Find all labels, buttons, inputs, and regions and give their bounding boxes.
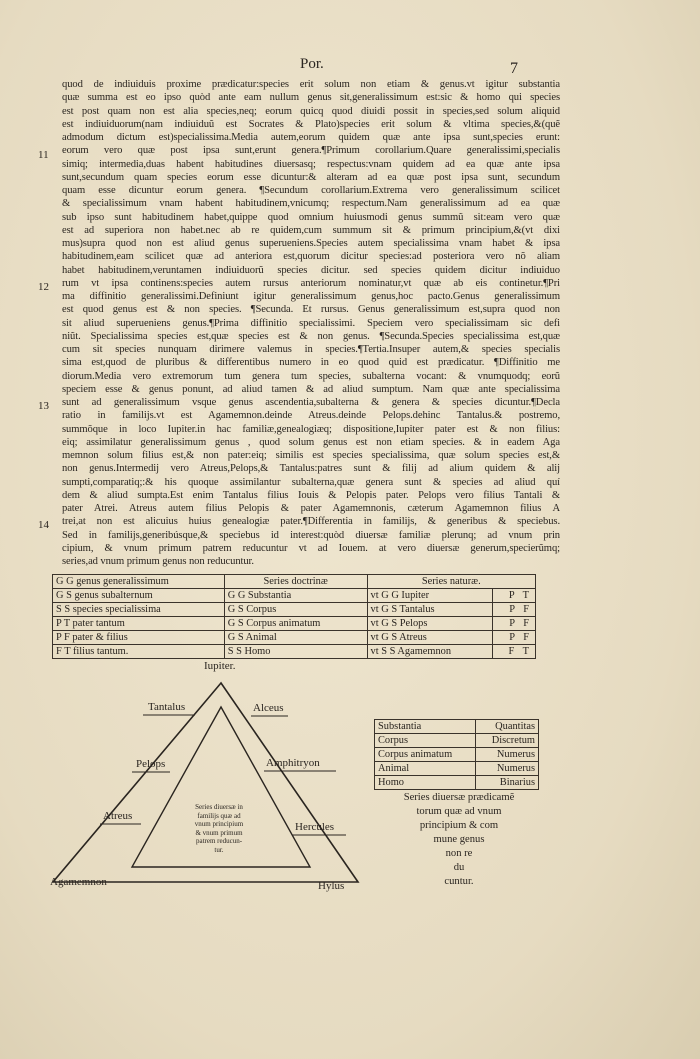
text-line: sunt ad generalissimum vsque genus ascendentia,subalterna & genera & species dicuntur.¶Decla — [62, 397, 560, 408]
predicament-left: Substantia — [375, 720, 476, 734]
natura-cell: vt G S Atreus — [367, 631, 492, 645]
text-line: sumpti,comparatiq;:& his quoque assimilantur subalterna,quæ genera sunt & species ad aliud quí — [62, 476, 560, 488]
text-line: simiq; intermedia,duas habent habitudines diuersasq; respectus:vnam quidem ad ea quæ ante ipsa — [62, 158, 560, 170]
text-line: quam esse dicuntur eorum genera. ¶Secundum corollarium.Extrema vero generalissimum scilicet — [62, 185, 560, 196]
predicament-right: Binarius — [476, 776, 539, 790]
tag-cell: P F — [493, 603, 536, 617]
doctrina-cell: S S Homo — [224, 645, 367, 659]
predicament-left: Corpus — [375, 734, 476, 748]
legend-cell: F T filius tantum. — [53, 645, 225, 659]
natura-cell: vt G S Tantalus — [367, 603, 492, 617]
legend-cell: P T pater tantum — [53, 617, 225, 631]
triangle-diagram — [40, 655, 380, 905]
text-line: cum sit species nunquam dirimere valemus in species.¶Tertia.Insuper autem,& species specialis — [62, 344, 560, 355]
text-line: est quod genus est & non species. ¶Secunda. Et rursus. Genus generalissimum est,supra quod non — [62, 304, 560, 316]
predicament-row — [375, 762, 539, 776]
natura-header: Series naturæ. — [367, 575, 535, 589]
text-line: dem & aliud sumpta.Est enim Tantalus filius Iouis & Pelopis pater. Pelops vero filius Tantali & — [62, 489, 560, 501]
series-table — [52, 574, 536, 659]
text-line: sima est,quod de pluribus & differentibus numero in eo quod quid est prædicatur. ¶Diffinitio me — [62, 357, 560, 369]
body-text — [62, 78, 560, 568]
text-line: memnon solum filius est,& non pater:eiq; similis est species specialissima, quæ solum species est,& — [62, 450, 560, 461]
natura-cell: vt S S Agamemnon — [367, 645, 492, 659]
text-line: trei,at non est alicuius huius genealogiæ pater.¶Differentia in familijs, & generibus & speciebus. — [62, 516, 560, 528]
text-line: pater Atrei. Atreus autem filius Pelopis & pater Agamemnonis, cæterum Agamemnon filius A — [62, 503, 560, 514]
text-line: & specialissimum vnam habent habitudinem,vnicumq; respectum.Nam generalissimum ad ea quæ — [62, 198, 560, 210]
series-row — [53, 603, 536, 617]
predicaments-caption: Series diuersæ prædicamẽ torum quæ ad vnum principium & com mune genus non re du cuntur. — [403, 792, 515, 887]
predicament-left: Corpus animatum — [375, 748, 476, 762]
text-line: admodum dictum est)specialissima.Media autem,eorum quidem quæ ante ipsa sunt,species erunt: — [62, 132, 560, 143]
text-line: mus)supra quod non est aliud genus superueniens.Species autem specialissima vnam habet & ipsa — [62, 238, 560, 249]
label-atreus: Atreus — [103, 810, 133, 822]
margin-number: 12 — [38, 281, 49, 293]
predicament-row — [375, 776, 539, 790]
predicament-row — [375, 748, 539, 762]
genealogy-triangle — [40, 655, 380, 905]
text-line: est post quam non est alia species,neq; eorum quicq quod diuidi possit in species,sed solum aliquid — [62, 105, 560, 117]
text-line: rum vt ipsa continens:species autem rursus anteriorum nominatur,vt quæ ab eis continetur.¶Pri — [62, 277, 560, 289]
tag-cell: P T — [493, 589, 536, 603]
label-tantalus: Tantalus — [148, 701, 186, 713]
text-line: speciem esse & genus ponunt, ad aliud tamen & ad aliud sumptum. Nam quæ ante specialissima — [62, 383, 560, 395]
label-hylus: Hylus — [318, 880, 345, 892]
predicaments-table — [374, 719, 539, 790]
label-hercules: Hercules — [295, 821, 335, 833]
text-line: sub ipso sunt habitudinem habet,quippe quod omnium huiusmodi genus summũ sit:eam vero quæ — [62, 211, 560, 223]
label-agamemnon: Agamemnon — [50, 876, 107, 888]
margin-number: 11 — [38, 149, 49, 161]
predicament-right: Numerus — [476, 748, 539, 762]
legend-cell: P F pater & filius — [53, 631, 225, 645]
text-line: quæ summa est eo ipso quòd ante eam nullum genus sit,generalissimum est:sic & homo qui species — [62, 92, 560, 104]
legend-cell: S S species specialissima — [53, 603, 225, 617]
text-line: est ad superiora non habet.nec ab re quidem,cum summum sit & primum principium,&(vt dixi — [62, 224, 560, 236]
predicament-right: Numerus — [476, 762, 539, 776]
doctrina-cell: G S Corpus — [224, 603, 367, 617]
text-line: est indiuiduorum(nam indiuiduũ est Socrates & Plato)species erit solum & vltima species,&(quẽ — [62, 118, 560, 130]
text-line: sunt,secundum quam species eorum esse dicuntur:& alteram ad ea quæ post ipsa sunt, secundum — [62, 171, 560, 183]
text-line: quod de indiuiduis proxime prædicatur:species erit solum non etiam & genus.vt igitur substantia — [62, 79, 560, 90]
series-table-header — [53, 575, 536, 589]
text-line: eiq; assimilatur generalissimum genus , quod solum genus est non etiam species. & in eadem Aga — [62, 436, 560, 448]
text-line: ma diffinitio generalissimi.Definiunt igitur generalissimum genus,hoc pacto.Genus generalissimum — [62, 291, 560, 302]
predicament-right: Quantitas — [476, 720, 539, 734]
text-line: series,ad vnum primum genus non reducuntur. — [62, 556, 254, 567]
text-line: cipium, & vnum primum patrem reducuntur vt ad Iouem. at vero diuersæ generum,specierũmq; — [62, 542, 560, 554]
page-number: 7 — [510, 60, 518, 77]
text-line: Sed in familijs,generibúsque,& speciebus id interest:quòd diuersæ familiæ plerunq; ad vnum prin — [62, 529, 560, 541]
series-row — [53, 589, 536, 603]
running-head: Por. — [300, 56, 324, 72]
text-line: habitudinem,eam scilicet quæ ad anteriora est,quorum dicitur species:ad posteriora vero nõ aliam — [62, 251, 560, 263]
series-row — [53, 631, 536, 645]
series-row — [53, 617, 536, 631]
text-line: habet habitudinem,veruntamen indiuiduorũ species dicitur. sed species quidem dicitur indiuiduo — [62, 264, 560, 276]
label-iupiter: Iupiter. — [204, 660, 236, 672]
text-line: non genus.Intermedij vero Atreus,Pelops,& Tantalus:patres sunt & filij ad alium quidem & alij — [62, 463, 560, 475]
doctrina-cell: G S Animal — [224, 631, 367, 645]
text-line: summõque in loco Iupiter.in hac familiæ,genealogiæq; dispositione,Iupiter pater est & non filius: — [62, 423, 560, 435]
doctrina-cell: G S Corpus animatum — [224, 617, 367, 631]
predicament-right: Discretum — [476, 734, 539, 748]
margin-number: 13 — [38, 400, 49, 412]
margin-number: 14 — [38, 519, 49, 531]
legend-cell: G S genus subalternum — [53, 589, 225, 603]
tag-cell: P F — [493, 631, 536, 645]
predicament-left: Animal — [375, 762, 476, 776]
doctrina-cell: G G Substantia — [224, 589, 367, 603]
tag-cell: F T — [493, 645, 536, 659]
predicament-left: Homo — [375, 776, 476, 790]
natura-cell: vt G S Pelops — [367, 617, 492, 631]
label-pelops: Pelops — [136, 758, 166, 770]
doctrina-header: Series doctrinæ — [224, 575, 367, 589]
tag-cell: P F — [493, 617, 536, 631]
text-line: diorum.Media vero extremorum tum genera tum species, subalterna vocant: & vnumquodq; eorũ — [62, 370, 560, 382]
text-line: sit aliud superueniens genus.¶Prima diffinitio specialissimi. Speciem vero specialissimam sic defi — [62, 317, 560, 329]
natura-cell: vt G G Iupiter — [367, 589, 492, 603]
label-amphitryon: Amphitryon — [266, 757, 320, 769]
text-line: eorum vero quæ post ipsa sunt,erunt genera.¶Primum corollarium.Quare generalissimi,specialis — [62, 145, 560, 157]
predicament-row — [375, 734, 539, 748]
predicament-row — [375, 720, 539, 734]
triangle-inner-note: Series diuersæ in familijs quæ ad vnum principium & vnum primum patrem reducun- tur. — [194, 803, 244, 854]
text-line: ratio in familijs.vt est Agamemnon.deinde Atreus.deinde Pelops.dehinc Tantalus.& postremo, — [62, 410, 560, 422]
label-alceus: Alceus — [253, 702, 284, 714]
legend-header: G G genus generalissimum — [53, 575, 225, 589]
text-line: niũt. Specialissima species est,quæ species est & non genus. ¶Secunda.Species specialissima est,quæ — [62, 330, 560, 342]
